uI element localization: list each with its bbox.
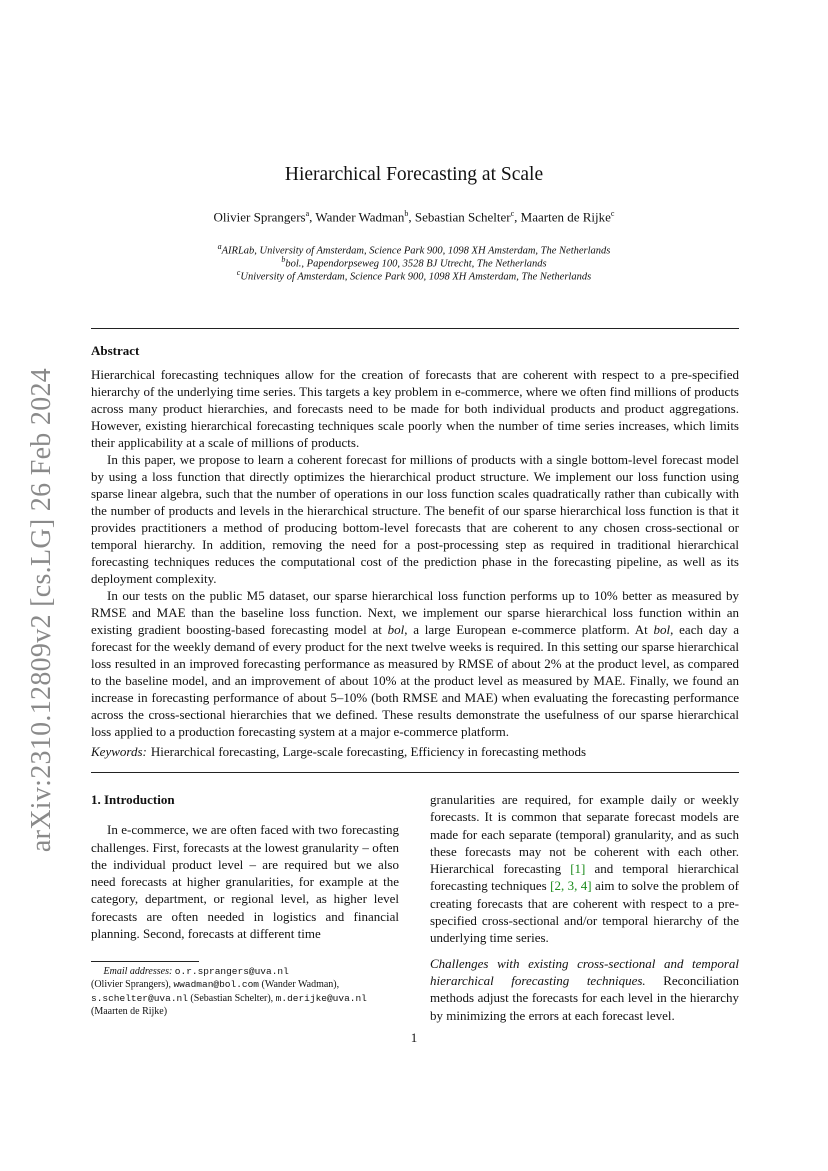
footnote-rule bbox=[91, 961, 199, 962]
keywords-text: Hierarchical forecasting, Large-scale forecasting, Efficiency in forecasting methods bbox=[150, 744, 587, 759]
affiliation-text: University of Amsterdam, Science Park 900, 1098 XH Amsterdam, The Netherlands bbox=[240, 271, 592, 283]
body-paragraph: In e-commerce, we are often faced with two forecasting challenges. First, forecasts at the lowest granularity – often the individual product level – are required but we also need forecasts at higher granularities, for example at the category, department, or regional level, as higher level forecasts are often needed in logistics and financial planning. Second, forecasts at different time bbox=[91, 822, 399, 942]
email-link[interactable]: s.schelter@uva.nl bbox=[91, 992, 188, 1004]
company-name: bol bbox=[653, 622, 671, 637]
email-owner: (Wander Wadman), bbox=[261, 979, 340, 991]
left-column bbox=[91, 791, 399, 942]
author-affil-marker: a bbox=[305, 209, 310, 218]
email-link[interactable]: m.derijke@uva.nl bbox=[275, 992, 367, 1004]
affiliation-text: bol., Papendorpseweg 100, 3528 BJ Utrecht, The Netherlands bbox=[285, 258, 547, 270]
paragraph-lead-in: Challenges with existing cross-sectional and temporal hierarchical forecasting techniques. bbox=[430, 955, 739, 988]
author-list: Olivier Sprangers$^a$, Wander Wadman$^b$, Sebastian Schelter$^c$, Maarten de Rijke$^c$ bbox=[213, 209, 615, 225]
body-paragraph bbox=[430, 955, 739, 1024]
abstract-paragraph bbox=[91, 587, 739, 740]
abstract-bottom-rule bbox=[91, 772, 739, 773]
footnote-emails bbox=[91, 965, 399, 1018]
body-text: granularities are required, for example daily or weekly forecasts. It is common that separate forecast models are made for each separate (temporal) granularity, and as such these forecasts may not be coherent with each other. Hierarchical forecasting bbox=[430, 792, 739, 877]
company-name: bol bbox=[387, 622, 405, 637]
body-text: aim to solve the problem of creating forecasts that are coherent with respect to a pre-specified cross-sectional and/or temporal hierarchy of the underlying time series. bbox=[430, 878, 739, 946]
arxiv-identifier-text: arXiv:2310.12809v2 [cs.LG] 26 Feb 2024 bbox=[26, 367, 57, 853]
author-affil-marker: c bbox=[510, 209, 515, 218]
paper-title: Hierarchical Forecasting at Scale bbox=[284, 164, 544, 185]
abstract-top-rule bbox=[91, 328, 739, 329]
email-owner: (Sebastian Schelter), bbox=[190, 992, 274, 1004]
keywords-line bbox=[91, 744, 739, 760]
right-column bbox=[430, 791, 739, 1024]
footnote-label: Email addresses: bbox=[103, 966, 173, 977]
email-owner: (Maarten de Rijke) bbox=[91, 1005, 168, 1017]
author-name: Maarten de Rijke bbox=[520, 209, 611, 225]
affiliation-marker: c bbox=[236, 268, 241, 277]
affiliation-marker: a bbox=[217, 242, 222, 251]
abstract-body bbox=[91, 366, 739, 740]
abstract-text: , each day a forecast for the weekly demand of every product for the next twelve weeks is required. In this setting our sparse hierarchical loss resulted in an improved forecasting performance as measured by RMSE of about 2% at the product level, as compared to the baseline model, and an improvement of about 10% at the product level as measured by MAE. Finally, we found an increase in forecasting performance of about 5–10% (both RMSE and MAE) when evaluating the forecasting performance across the cross-sectional hierarchies that we defined. These results demonstrate the usefulness of our sparse hierarchical loss applied to a production forecasting system at a major e-commerce platform. bbox=[91, 622, 739, 739]
email-owner: (Olivier Sprangers), bbox=[91, 979, 171, 991]
page-number: 1 bbox=[410, 1030, 418, 1045]
affiliation-c bbox=[0, 266, 828, 284]
keywords-label: Keywords: bbox=[91, 744, 147, 759]
author-affil-marker: c bbox=[610, 209, 615, 218]
abstract-paragraph: Hierarchical forecasting techniques allow for the creation of forecasts that are coherent with respect to a pre-specified hierarchy of the underlying time series. This targets a key problem in e-commerce, where we often find millions of products across many product hierarchies, and forecasts need to be made for both individual products and product aggregations. However, existing hierarchical forecasting techniques scale poorly when the number of time series increases, which limits their applicability at a scale of millions of products. bbox=[91, 367, 739, 450]
email-link[interactable]: wwadman@bol.com bbox=[173, 979, 259, 991]
abstract-text: In our tests on the public M5 dataset, our sparse hierarchical loss function performs up to 10% better as measured by RMSE and MAE than the baseline loss function. Next, we implement our sparse hierarchical loss function within an existing gradient boosting-based forecasting model at bbox=[91, 588, 739, 637]
body-text: and temporal hierarchical forecasting techniques bbox=[430, 861, 740, 894]
author-name: Wander Wadman bbox=[315, 209, 405, 225]
author-affil-marker: b bbox=[404, 209, 409, 218]
section-heading: 1. Introduction bbox=[91, 792, 175, 807]
abstract-heading: Abstract bbox=[91, 343, 140, 358]
body-text: Reconciliation methods adjust the forecasts for each level in the hierarchy by minimizing the errors at each forecast level. bbox=[430, 972, 739, 1023]
citation-link[interactable]: [2, 3, 4] bbox=[550, 878, 592, 894]
citation-link[interactable]: [1] bbox=[570, 861, 586, 877]
arxiv-identifier-watermark bbox=[22, 365, 62, 855]
abstract-text: , a large European e-commerce platform. At bbox=[404, 622, 654, 637]
email-link[interactable]: o.r.sprangers@uva.nl bbox=[174, 966, 289, 977]
abstract-paragraph: In this paper, we propose to learn a coherent forecast for millions of products with a single bottom-level forecast model by using a loss function that directly optimizes the hierarchical product structure. We implement our loss function using sparse linear algebra, such that the number of operations in our loss function scales quadratically rather than cubically with the number of products and levels in the hierarchical structure. The benefit of our sparse hierarchical loss function is that it provides practitioners a method of producing bottom-level forecasts that are coherent to any chosen cross-sectional or temporal hierarchy. In addition, removing the need for a post-processing step as required in traditional hierarchical forecasting techniques reduces the computational cost of the prediction phase in the forecasting pipeline, as well as its deployment complexity. bbox=[91, 452, 739, 586]
body-paragraph bbox=[430, 791, 739, 947]
affiliation-text: AIRLab, University of Amsterdam, Science Park 900, 1098 XH Amsterdam, The Netherlands bbox=[221, 245, 611, 257]
author-name: Olivier Sprangers bbox=[213, 209, 306, 225]
author-name: Sebastian Schelter bbox=[414, 209, 511, 225]
affiliation-marker: b bbox=[281, 255, 286, 264]
